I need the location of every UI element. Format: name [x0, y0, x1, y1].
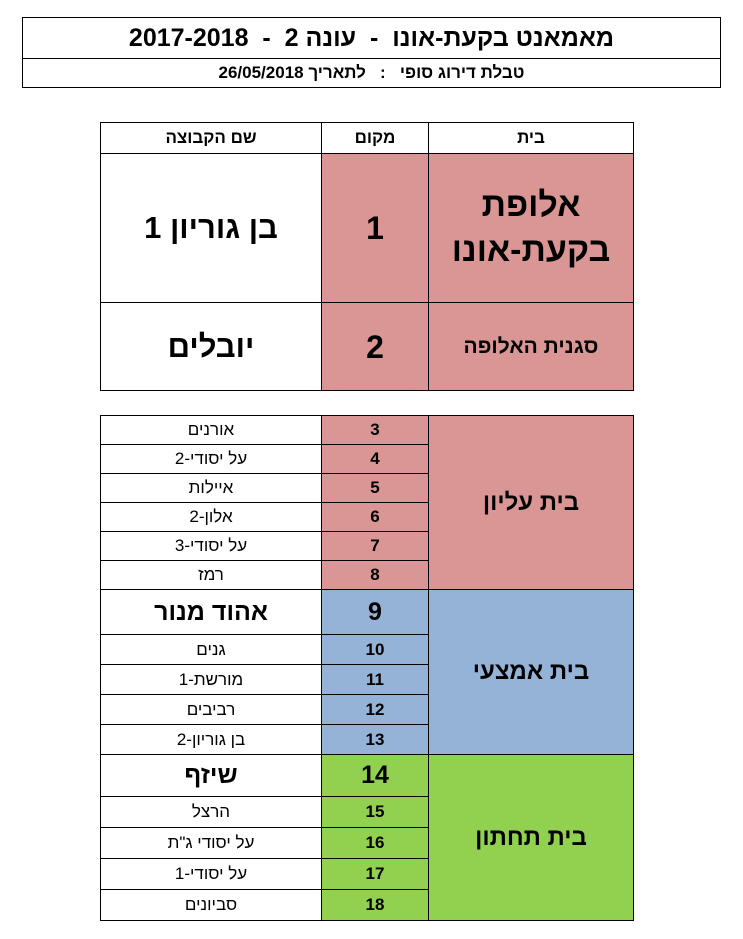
place-cell: 5 — [322, 474, 429, 503]
top-standings-table — [100, 122, 634, 391]
team-cell: גנים — [101, 635, 322, 665]
vice-house-cell: סגנית האלופה — [429, 303, 634, 391]
team-cell: על יסודי-2 — [101, 445, 322, 474]
team-cell: רביבים — [101, 695, 322, 725]
team-cell: אהוד מנור — [101, 590, 322, 635]
place-cell: 4 — [322, 445, 429, 474]
team-cell: על יסודי ג"ת — [101, 828, 322, 859]
vice-team-cell: יובלים — [101, 303, 322, 391]
team-cell: הרצל — [101, 797, 322, 828]
place-cell: 11 — [322, 665, 429, 695]
champion-team-cell: בן גוריון 1 — [101, 154, 322, 303]
team-cell: סביונים — [101, 890, 322, 921]
house-group-lower — [101, 755, 634, 921]
team-cell: איילות — [101, 474, 322, 503]
team-cell: מורשת-1 — [101, 665, 322, 695]
place-cell: 18 — [322, 890, 429, 921]
team-cell: רמז — [101, 561, 322, 590]
column-header-house: בית — [429, 123, 634, 154]
page-title: מאמאנט בקעת-אונו - עונה 2 - 2017-2018 — [23, 18, 720, 59]
champion-house-cell: אלופת בקעת-אונו — [429, 154, 634, 303]
place-cell: 3 — [322, 416, 429, 445]
column-header-team: שם הקבוצה — [101, 123, 322, 154]
place-cell: 8 — [322, 561, 429, 590]
place-cell: 9 — [322, 590, 429, 635]
place-cell: 14 — [322, 755, 429, 797]
team-cell: אלון-2 — [101, 503, 322, 532]
place-cell: 16 — [322, 828, 429, 859]
place-cell: 13 — [322, 725, 429, 755]
champion-place-cell: 1 — [322, 154, 429, 303]
place-cell: 10 — [322, 635, 429, 665]
header-box — [22, 17, 721, 88]
place-cell: 15 — [322, 797, 429, 828]
page-subtitle: טבלת דירוג סופי : לתאריך 26/05/2018 — [218, 63, 525, 82]
house-name-cell: בית אמצעי — [429, 590, 634, 755]
place-cell: 12 — [322, 695, 429, 725]
team-cell: שיזף — [101, 755, 322, 797]
place-cell: 7 — [322, 532, 429, 561]
team-cell: על יסודי-1 — [101, 859, 322, 890]
vice-place-cell: 2 — [322, 303, 429, 391]
team-cell: בן גוריון-2 — [101, 725, 322, 755]
team-cell: אורנים — [101, 416, 322, 445]
house-group-middle — [101, 590, 634, 755]
column-header-place: מקום — [322, 123, 429, 154]
house-name-cell: בית עליון — [429, 416, 634, 590]
place-cell: 17 — [322, 859, 429, 890]
team-cell: על יסודי-3 — [101, 532, 322, 561]
house-group-upper — [101, 416, 634, 590]
place-cell: 6 — [322, 503, 429, 532]
house-name-cell: בית תחתון — [429, 755, 634, 921]
houses-standings-table — [100, 415, 634, 921]
